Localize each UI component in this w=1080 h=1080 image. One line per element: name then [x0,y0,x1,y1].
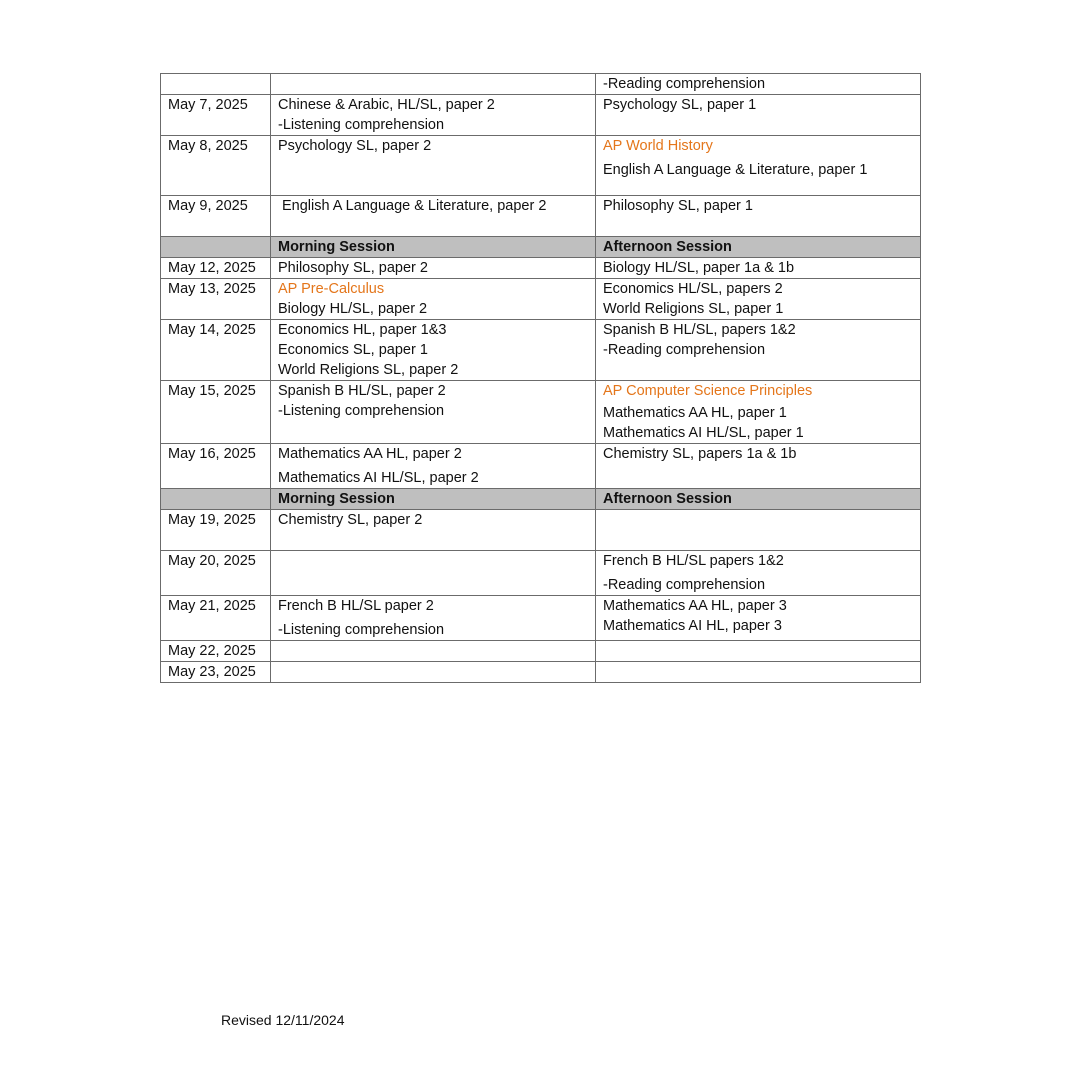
table-row [161,510,921,551]
morning-cell: French B HL/SL paper 2 -Listening comprehension [271,596,596,641]
table-row [161,74,921,95]
session-header-row [161,489,921,510]
morning-cell [271,551,596,596]
afternoon-cell [596,662,921,683]
date-cell: May 15, 2025 [161,381,271,444]
table-row [161,662,921,683]
afternoon-cell: Philosophy SL, paper 1 [596,196,921,237]
table-row [161,596,921,641]
table-row [161,641,921,662]
afternoon-cell: AP Computer Science Principles Mathematics AA HL, paper 1 Mathematics AI HL/SL, paper 1 [596,381,921,444]
ap-exam-label: AP Pre-Calculus [278,281,385,297]
table-row [161,258,921,279]
date-cell: May 14, 2025 [161,320,271,381]
afternoon-cell: French B HL/SL papers 1&2 -Reading comprehension [596,551,921,596]
afternoon-cell: Psychology SL, paper 1 [596,95,921,136]
table-row [161,320,921,381]
date-cell: May 13, 2025 [161,279,271,320]
afternoon-cell [596,510,921,551]
table-row [161,444,921,489]
afternoon-cell: Economics HL/SL, papers 2 World Religions SL, paper 1 [596,279,921,320]
morning-cell: Economics HL, paper 1&3 Economics SL, paper 1 World Religions SL, paper 2 [271,320,596,381]
morning-cell [271,662,596,683]
table-row [161,551,921,596]
table-row [161,196,921,237]
table-row [161,95,921,136]
morning-cell: English A Language & Literature, paper 2 [271,196,596,237]
date-cell: May 12, 2025 [161,258,271,279]
morning-cell: Philosophy SL, paper 2 [271,258,596,279]
afternoon-cell: Spanish B HL/SL, papers 1&2 -Reading comprehension [596,320,921,381]
session-header-blank [161,237,271,258]
afternoon-session-header: Afternoon Session [596,489,921,510]
morning-cell: Chemistry SL, paper 2 [271,510,596,551]
date-cell: May 20, 2025 [161,551,271,596]
morning-session-header: Morning Session [271,489,596,510]
session-header-blank [161,489,271,510]
date-cell: May 21, 2025 [161,596,271,641]
afternoon-cell: Mathematics AA HL, paper 3 Mathematics AI HL, paper 3 [596,596,921,641]
afternoon-cell: AP World History English A Language & Literature, paper 1 [596,136,921,196]
table-row [161,381,921,444]
morning-session-header: Morning Session [271,237,596,258]
exam-schedule-table [160,73,921,683]
morning-cell [271,641,596,662]
afternoon-cell: Biology HL/SL, paper 1a & 1b [596,258,921,279]
morning-cell: AP Pre-Calculus Biology HL/SL, paper 2 [271,279,596,320]
date-cell: May 16, 2025 [161,444,271,489]
date-cell: May 7, 2025 [161,95,271,136]
afternoon-cell [596,641,921,662]
session-header-row [161,237,921,258]
afternoon-cell: -Reading comprehension [596,74,921,95]
date-cell: May 19, 2025 [161,510,271,551]
table-row [161,279,921,320]
afternoon-cell: Chemistry SL, papers 1a & 1b [596,444,921,489]
ap-exam-label: AP Computer Science Principles [603,383,813,399]
date-cell: May 8, 2025 [161,136,271,196]
date-cell: May 9, 2025 [161,196,271,237]
morning-cell: Mathematics AA HL, paper 2 Mathematics AI HL/SL, paper 2 [271,444,596,489]
table-row [161,136,921,196]
date-cell: May 22, 2025 [161,641,271,662]
morning-cell: Spanish B HL/SL, paper 2 -Listening comprehension [271,381,596,444]
afternoon-session-header: Afternoon Session [596,237,921,258]
morning-cell: Chinese & Arabic, HL/SL, paper 2 -Listening comprehension [271,95,596,136]
date-cell [161,74,271,95]
morning-cell: Psychology SL, paper 2 [271,136,596,196]
morning-cell [271,74,596,95]
ap-exam-label: AP World History [603,138,713,154]
revision-footer: Revised 12/11/2024 [221,1012,345,1028]
date-cell: May 23, 2025 [161,662,271,683]
